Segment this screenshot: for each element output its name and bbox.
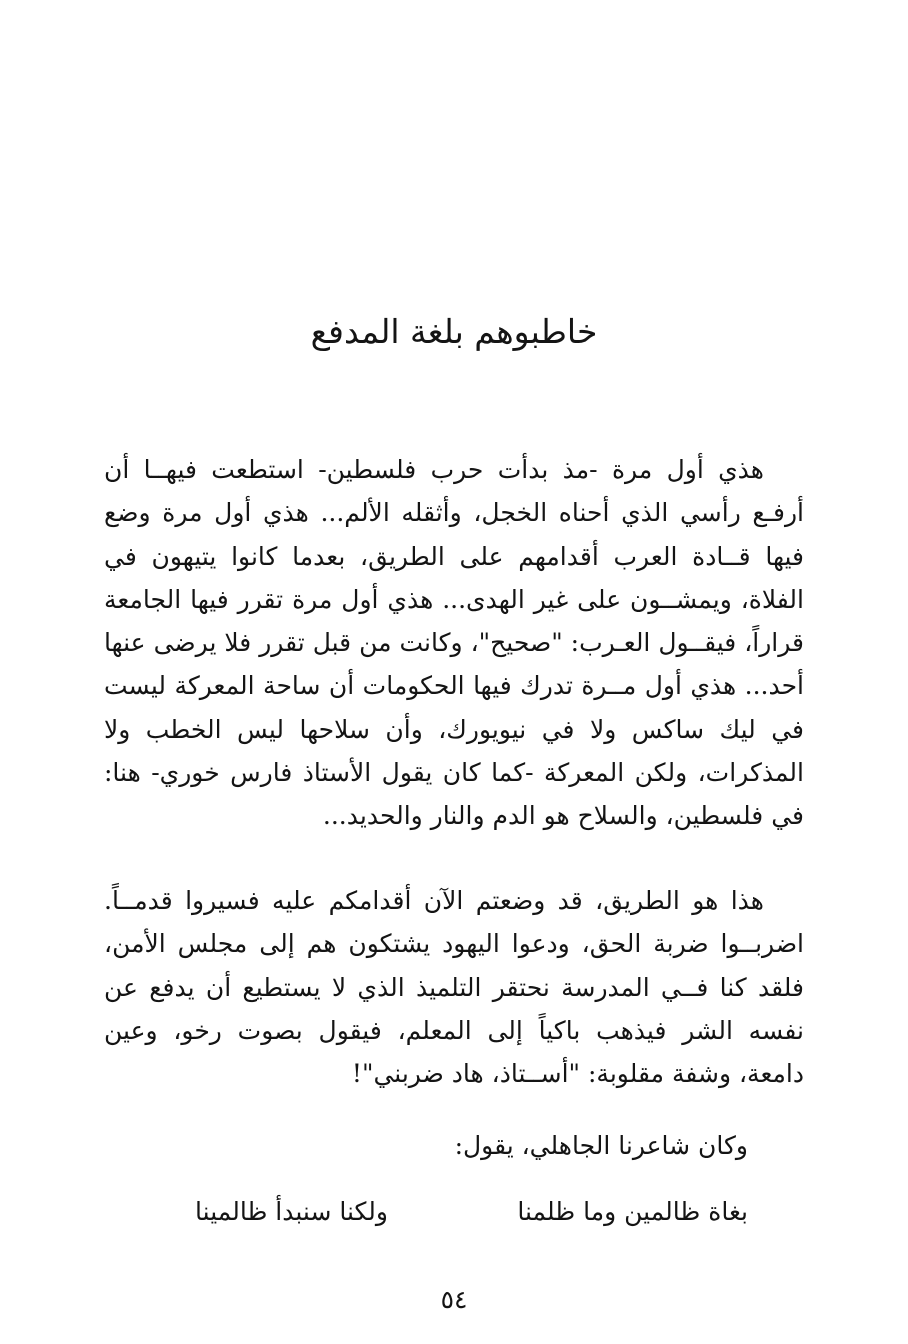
paragraph-1: هذي أول مرة -مذ بدأت حرب فلسطين- استطعت فيهــا أن أرفـع رأسي الذي أحناه الخجل، وأثقله الألم... هذي أول مرة وضع فيها قــادة العرب أقدامهم على الطريق، بعدما كانوا يتيهون في الفلاة، ويمشــون على غير الهدى... هذي أول مرة تقرر فيها الجامعة قراراً، فيقــول العـرب: "صحيح"، وكانت من قبل تقرر فلا يرضى عنها أحد... هذي أول مــرة تدرك فيها الحكومات أن ساحة المعركة ليست في ليك ساكس ولا في نيويورك، وأن سلاحها ليس الخطب ولا المذكرات، ولكن المعركة -كما كان يقول الأستاذ فارس خوري- هنا: في فلسطين، والسلاح هو الدم والنار والحديد... xyxy=(104,455,804,831)
poem-intro: وكان شاعرنا الجاهلي، يقول: xyxy=(454,1131,748,1160)
chapter-title: خاطبوهم بلغة المدفع xyxy=(310,312,598,351)
paragraph-2: هذا هو الطريق، قد وضعتم الآن أقدامكم عليه فسيروا قدمــاً. اضربــوا ضربة الحق، ودعوا اليهود يشتكون هم إلى مجلس الأمن، فلقد كنا فــي المدرسة نحتقر التلميذ الذي لا يستطيع أن يدفع عن نفسه الشر فيذهب باكياً إلى المعلم، فيقول بصوت رخو، وعين دامعة، وشفة مقلوبة: "أســتاذ، هاد ضربني"! xyxy=(104,886,804,1089)
page-number: ٥٤ xyxy=(440,1285,468,1314)
poem-first-hemistich: بغاة ظالمين وما ظلمنا xyxy=(517,1197,748,1226)
poem-second-hemistich: ولكنا سنبدأ ظالمينا xyxy=(195,1197,388,1226)
